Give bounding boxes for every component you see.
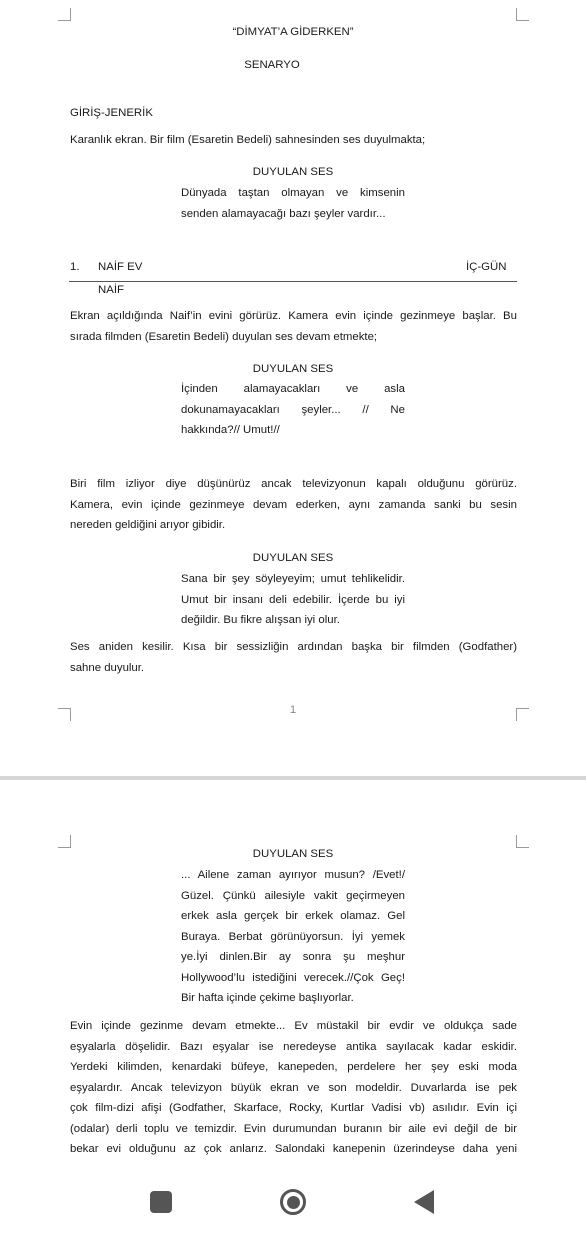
dialogue-line: Umut bir insanı deli edebilir. İçerde bu iyi (181, 593, 405, 606)
page-number: 1 (289, 704, 297, 716)
crop-mark-top-left (58, 835, 71, 848)
intro-heading: GİRİŞ-JENERİK (70, 107, 153, 119)
dialogue-line: dokunamayacakları şeyler... // Ne (181, 403, 405, 416)
action-paragraph (70, 637, 517, 678)
scene-character: NAİF (98, 284, 124, 296)
intro-text: Karanlık ekran. Bir film (Esaretin Bedeli) sahnesinden ses duyulmakta; (70, 134, 426, 146)
dialogue-line: Bir hafta içinde çekime başlıyorlar. (181, 992, 354, 1004)
script-subtitle: SENARYO (244, 59, 300, 71)
action-paragraph (70, 474, 517, 535)
paragraph-line: Ekran açıldığında Naif’in evini görürüz. Kamera evin içinde gezinmeye başlar. Bu (70, 310, 517, 322)
dialogue-line: ... Ailene zaman ayırıyor musun? /Evet!/ (181, 869, 405, 881)
scene-number: 1. (70, 261, 80, 273)
system-navigation-bar (0, 1160, 586, 1237)
crop-mark-bottom-left (58, 708, 71, 721)
dialogue-line: Dünyada taştan olmayan ve kimsenin (181, 187, 405, 199)
paragraph-line: Evin içinde gezinme devam etmekte... Ev müstakil bir evdir ve oldukça sade (70, 1020, 517, 1032)
dialogue-speaker: DUYULAN SES (252, 166, 334, 178)
paragraph-line: eşyalarla döşelidir. Bazı eşyalar ise neredeyse antika sayılacak kadar eskidir. (70, 1040, 517, 1053)
dialogue-line: İçinden alamayacakları ve asla (181, 383, 405, 395)
crop-mark-top-left (58, 8, 71, 21)
paragraph-line: Kamera, evin içinde gezinmeye devam ederken, aynı zamanda sanki bu sesin (70, 498, 517, 511)
crop-mark-top-right (516, 835, 529, 848)
dialogue-line: Hollywood’lu istediğini verecek.//Çok Geç! (181, 971, 405, 984)
dialogue-block (181, 569, 405, 630)
action-paragraph (70, 1016, 517, 1160)
dialogue-line: hakkında?// Umut!// (181, 424, 280, 436)
dialogue-line: Sana bir şey söyleyeyim; umut tehlikelidir. (181, 573, 405, 585)
recent-apps-button[interactable] (141, 1182, 181, 1222)
dialogue-speaker: DUYULAN SES (252, 363, 334, 375)
paragraph-line: eşyalardır. Ancak televizyon büyük ekran ve son modeldir. Duvarlarda ise pek (70, 1081, 517, 1094)
paragraph-line: sırada filmden (Esaretin Bedeli) duyulan ses devam etmekte; (70, 330, 378, 343)
dialogue-speaker: DUYULAN SES (252, 848, 334, 860)
scene-time: İÇ-GÜN (466, 261, 507, 273)
crop-mark-bottom-right (516, 708, 529, 721)
dialogue-line: değildir. Bu fikre alışsan iyi olur. (181, 614, 340, 626)
action-paragraph (70, 306, 517, 347)
home-button[interactable] (273, 1182, 313, 1222)
dialogue-line: Buraya. Berbat görünüyorsun. İyi yemek (181, 930, 405, 943)
dialogue-block (181, 865, 405, 1008)
dialogue-block (181, 379, 405, 440)
dialogue-line: senden alamayacağı bazı şeyler vardır... (181, 207, 386, 220)
back-button[interactable] (404, 1182, 444, 1222)
back-icon (414, 1190, 434, 1214)
paragraph-line: çok film-dizi afişi (Godfather, Skarface, Rocky, Kurtlar Vadisi vb) asılıdır. Evin içi (70, 1102, 517, 1114)
scene-divider (69, 281, 517, 282)
document-page-2 (0, 780, 586, 1160)
paragraph-line: Yerdeki kilimden, kenardaki büfeye, kanepeden, perdelere her şey eski moda (70, 1061, 517, 1073)
dialogue-speaker: DUYULAN SES (252, 552, 334, 564)
paragraph-line: nereden geldiğini arıyor gibidir. (70, 519, 226, 531)
dialogue-line: erkek asla gerçek bir erkek olamaz. Gel (181, 910, 405, 922)
paragraph-line: sahne duyulur. (70, 661, 145, 674)
paragraph-line: Ses aniden kesilir. Kısa bir sessizliğin ardından başka bir filmden (Godfather) (70, 641, 517, 653)
script-title: “DİMYAT’A GİDERKEN” (232, 26, 354, 38)
dialogue-line: Güzel. Çünkü ailesiyle vakit geçirmeyen (181, 889, 405, 902)
paragraph-line: Biri film izliyor diye düşünürüz ancak televizyonun kapalı olduğunu görürüz. (70, 478, 517, 490)
dialogue-line: ye.İyi dinlen.Bir ay sonra şu meşhur (181, 951, 405, 963)
home-icon (280, 1189, 306, 1215)
scene-name: NAİF EV (98, 261, 143, 273)
recent-apps-icon (150, 1191, 172, 1213)
crop-mark-top-right (516, 8, 529, 21)
paragraph-line: bekar evi olduğunu az çok anlarız. Salondaki kanepenin üzerindeyse daha yeni (70, 1143, 517, 1155)
dialogue-block (181, 183, 405, 224)
paragraph-line: (odalar) derli toplu ve temizdir. Evin durumundan buranın bir aile evi değil de bir (70, 1122, 517, 1135)
